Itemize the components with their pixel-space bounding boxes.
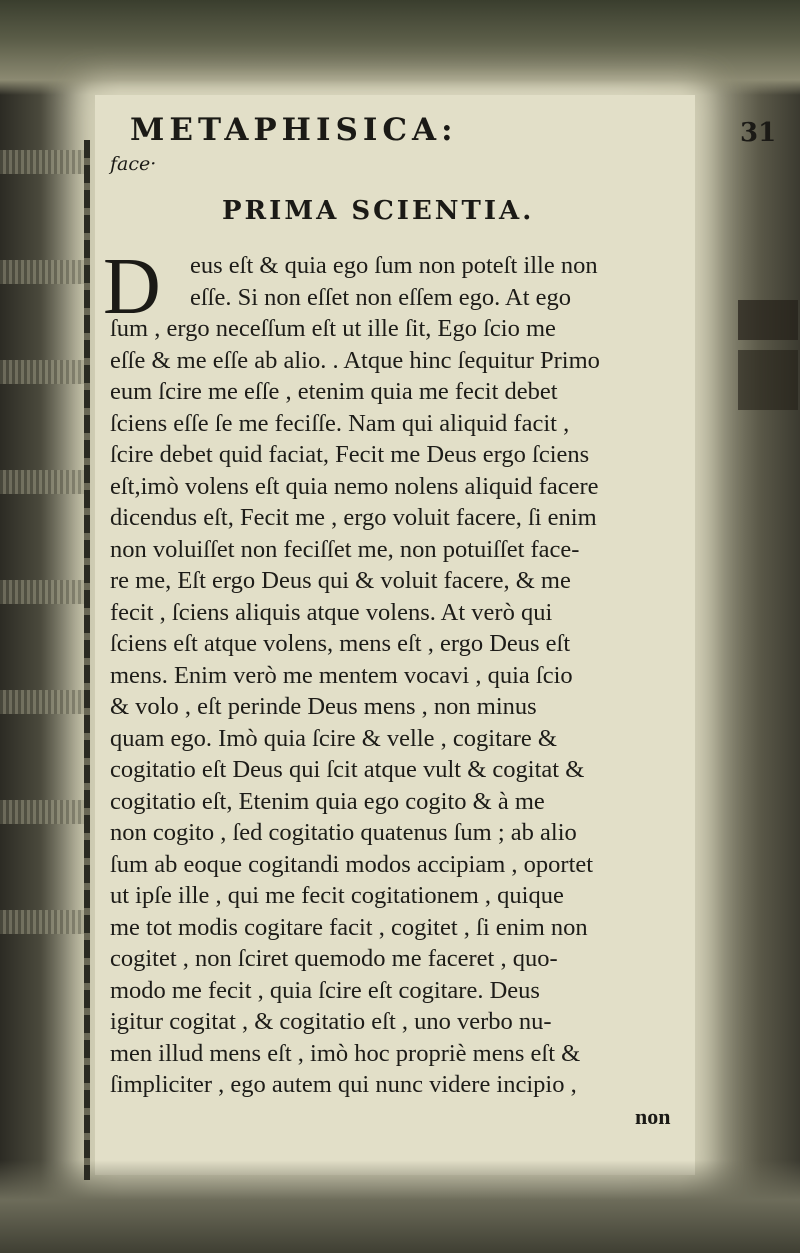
drop-cap: D [103, 243, 161, 331]
margin-fragment [0, 580, 84, 604]
text-line: eus eſt & quia ego ſum non poteſt ille non [190, 252, 598, 279]
margin-fragment [0, 800, 84, 824]
binding-edge [84, 140, 90, 1180]
text-line: ſimpliciter , ego autem qui nunc videre incipio , [110, 1071, 577, 1098]
margin-fragment [0, 360, 84, 384]
text-line: mens. Enim verò me mentem vocavi , quia ſcio [110, 661, 573, 689]
adjacent-page-ornament [738, 300, 798, 340]
running-title: METAPHISICA: [130, 112, 458, 148]
text-line: cogitatio eſt Deus qui ſcit atque vult & cogitat & [110, 756, 585, 783]
text-line: dicendus eſt, Fecit me , ergo voluit facere, ſi enim [110, 504, 597, 531]
section-title: PRIMA SCIENTIA. [222, 196, 535, 226]
text-line: & volo , eſt perinde Deus mens , non minus [110, 693, 537, 720]
text-line: non voluiſſet non feciſſet me, non potuiſſet face- [110, 535, 580, 563]
top-shadow [0, 0, 800, 95]
text-line: eſſe & me eſſe ab alio. . Atque hinc ſequitur Primo [110, 346, 600, 374]
text-line: ſciens eſt atque volens, mens eſt , ergo Deus eſt [110, 630, 571, 657]
text-line: non cogito , ſed cogitatio quatenus ſum ; ab alio [110, 819, 577, 846]
margin-fragment [0, 260, 84, 284]
text-line: eſſe. Si non eſſet non eſſem ego. At ego [190, 283, 572, 311]
text-line: modo me fecit , quia ſcire eſt cogitare. Deus [110, 976, 540, 1004]
text-line: eſt,imò volens eſt quia nemo nolens aliquid facere [110, 472, 599, 500]
text-line: cogitatio eſt, Etenim quia ego cogito & à me [110, 787, 545, 815]
text-line: ſcire debet quid faciat, Fecit me Deus ergo ſciens [110, 441, 590, 468]
body-text [110, 250, 730, 1101]
text-line: quam ego. Imò quia ſcire & velle , cogitare & [110, 724, 557, 752]
text-line: me tot modis cogitare facit , cogitet , ſi enim non [110, 913, 588, 941]
top-catchword: face· [110, 153, 157, 175]
text-line: men illud mens eſt , imò hoc propriè mens eſt & [110, 1039, 581, 1067]
text-line: ſciens eſſe ſe me feciſſe. Nam qui aliquid facit , [110, 409, 570, 437]
adjacent-page-ornament [738, 350, 798, 410]
margin-fragment [0, 690, 84, 714]
catchword: non [635, 1104, 671, 1129]
page-number: 31 [740, 118, 777, 148]
text-line: cogitet , non ſciret quemodo me faceret , quo- [110, 945, 558, 972]
text-line: fecit , ſciens aliquis atque volens. At verò qui [110, 598, 553, 626]
text-line: ut ipſe ille , qui me fecit cogitationem , quique [110, 882, 564, 909]
text-line: ſum ab eoque cogitandi modos accipiam , oportet [110, 850, 594, 878]
margin-fragment [0, 150, 84, 174]
text-line: ſum , ergo neceſſum eſt ut ille ſit, Ego ſcio me [110, 315, 556, 342]
margin-fragment [0, 910, 84, 934]
margin-fragment [0, 470, 84, 494]
text-line: re me, Eſt ergo Deus qui & voluit facere, & me [110, 567, 571, 594]
text-line: igitur cogitat , & cogitatio eſt , uno verbo nu- [110, 1008, 552, 1035]
text-line: eum ſcire me eſſe , etenim quia me fecit debet [110, 378, 558, 405]
bottom-shadow [0, 1160, 800, 1253]
